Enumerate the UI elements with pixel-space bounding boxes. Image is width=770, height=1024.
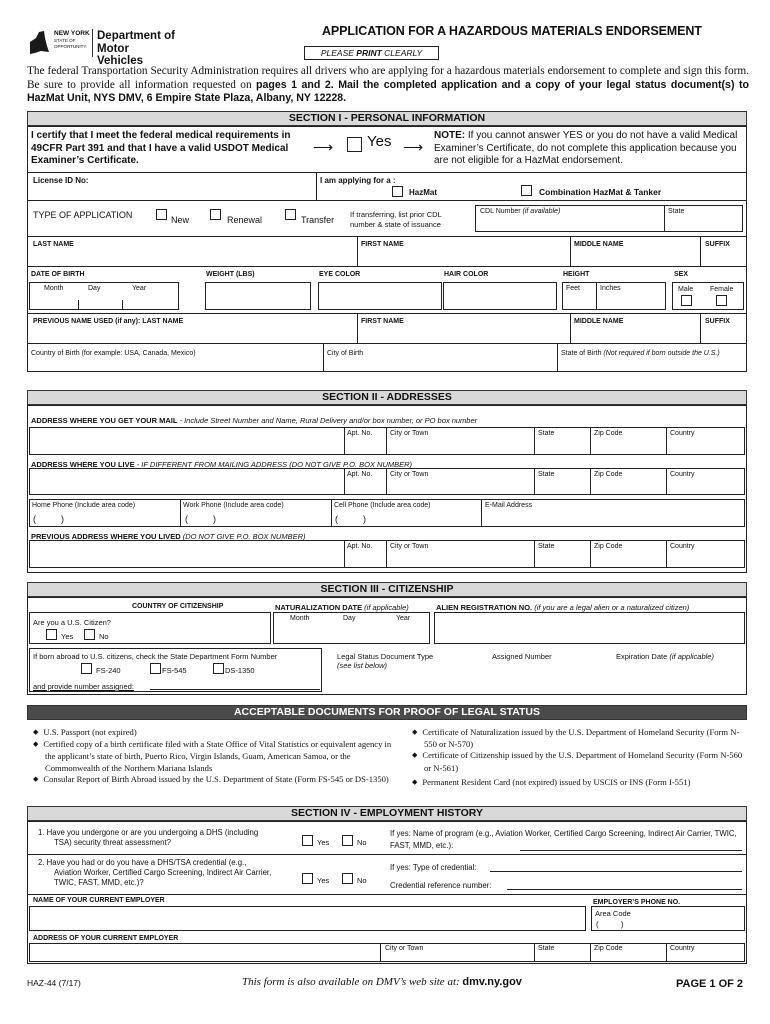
state-of-birth-text: State of Birth: [561, 350, 604, 357]
please-clearly-text: CLEARLY: [381, 48, 423, 58]
logo-state-name: NEW YORK: [54, 30, 90, 37]
intro-bold-text: pages 1 and 2. Mail the completed application and a copy of your legal status document(s) to HazMat Unit, NYS DMV, 6 Empire State Plaza, Albany, NY 12228.: [27, 78, 749, 104]
naturalization-date-label: [275, 603, 409, 612]
combination-label: Combination HazMat & Tanker: [539, 187, 662, 197]
note-body: If you cannot answer YES or you do not have a valid Medical Examiner’s Certificate, do not complete this application because you are not eligible for a HazMat endorsement.: [434, 130, 738, 166]
city-of-birth-label: City of Birth: [327, 350, 364, 357]
question-1: 1. Have you undergone or are you undergoing a DHS (including TSA) security threat assessment?: [38, 828, 259, 847]
divider: [344, 427, 345, 455]
mail-apt-label: Apt. No.: [347, 430, 373, 437]
divider: [27, 266, 747, 267]
divider: [590, 427, 591, 455]
alien-reg-text: ALIEN REGISTRATION NO.: [436, 603, 535, 612]
doc-item: ◆ Certificate of Naturalization issued by the U.S. Department of Homeland Security (Form N-550 or N-570): [412, 727, 746, 750]
logo-dept-line1: Department of: [97, 30, 175, 42]
divider: [590, 943, 591, 962]
footer-website-note: [242, 976, 522, 988]
logo-divider: [92, 29, 93, 57]
divider: [78, 300, 79, 310]
dob-label: DATE OF BIRTH: [31, 271, 85, 278]
divider: [534, 468, 535, 495]
form-number: HAZ-44 (7/17): [27, 978, 81, 988]
divider: [570, 313, 571, 343]
intro-paragraph: [27, 65, 749, 106]
transfer-checkbox[interactable]: [285, 209, 296, 220]
divider: [700, 313, 701, 343]
country-of-birth-label: Country of Birth (for example: USA, Canada, Mexico): [31, 350, 196, 357]
footer-site-link[interactable]: dmv.ny.gov: [462, 976, 522, 988]
born-abroad-label: If born abroad to U.S. citizens, check the State Department Form Number: [33, 652, 278, 661]
emp-state-label: State: [538, 945, 555, 952]
divider: [357, 236, 358, 266]
divider: [122, 300, 123, 310]
mail-city-label: City or Town: [390, 430, 429, 437]
nat-year-label: Year: [396, 615, 411, 622]
credential-type-line[interactable]: [490, 871, 742, 872]
emp-zip-label: Zip Code: [594, 945, 623, 952]
email-label: E-Mail Address: [485, 502, 533, 509]
renewal-label: Renewal: [227, 215, 263, 225]
prev-address-note: (DO NOT GIVE P.O. BOX NUMBER): [182, 532, 306, 541]
citizen-no-label: No: [99, 632, 109, 641]
divider: [570, 236, 571, 266]
area-code-label: Area Code: [595, 909, 631, 918]
naturalization-text: NATURALIZATION DATE: [275, 603, 365, 612]
area-code-paren: ( ): [596, 920, 624, 929]
fs240-label: FS-240: [96, 666, 121, 675]
divider: [666, 427, 667, 455]
work-phone-label: Work Phone (Include area code): [183, 502, 284, 509]
q2-yes-label: Yes: [317, 876, 330, 885]
mail-address-input[interactable]: [29, 427, 745, 455]
question-2: 2. Have you had or do you have a DHS/TSA credential (e.g., Aviation Worker, Certified Cargo Screening, Indirect Air Carrier, TWIC, FAST, MMD, etc.)?: [38, 858, 272, 887]
q1-no-checkbox[interactable]: [342, 835, 353, 846]
divider: [331, 499, 332, 527]
legal-status-doc-label: Legal Status Document Type: [337, 652, 434, 661]
prev-zip-label: Zip Code: [594, 543, 623, 550]
assigned-number-label: Assigned Number: [492, 652, 552, 661]
expiration-text: Expiration Date: [616, 652, 670, 661]
divider: [386, 468, 387, 495]
female-checkbox[interactable]: [716, 295, 727, 306]
page-number: PAGE 1 OF 2: [676, 978, 744, 990]
employer-name-label: NAME OF YOUR CURRENT EMPLOYER: [33, 897, 165, 904]
weight-label: WEIGHT (LBS): [206, 271, 255, 278]
home-phone-label: Home Phone (Include area code): [32, 502, 136, 509]
emp-country-label: Country: [670, 945, 695, 952]
q1-yes-checkbox[interactable]: [302, 835, 313, 846]
eye-color-input[interactable]: [318, 282, 442, 310]
divider: [344, 540, 345, 568]
divider: [380, 943, 381, 962]
expiration-note: (if applicable): [669, 652, 714, 661]
please-text: PLEASE: [320, 48, 357, 58]
credential-ref-label: Credential reference number:: [390, 881, 492, 890]
section1-header: SECTION I - PERSONAL INFORMATION: [27, 111, 747, 126]
prev-country-label: Country: [670, 543, 695, 550]
cell-phone-label: Cell Phone (Include area code): [334, 502, 431, 509]
nat-day-label: Day: [343, 615, 356, 622]
live-address-note: - IF DIFFERENT FROM MAILING ADDRESS (DO NOT GIVE P.O. BOX NUMBER): [134, 460, 413, 469]
credential-type-label: If yes: Type of credential:: [390, 863, 477, 872]
divider: [386, 427, 387, 455]
doc-item: ◆ Consular Report of Birth Abroad issued by the U.S. Department of State (Form FS-545 or DS-1350): [33, 774, 393, 786]
please-print-text: PRINT: [356, 48, 382, 58]
arrow-right-icon-2: ⟶: [403, 139, 424, 155]
employer-name-input[interactable]: [29, 906, 586, 931]
credential-ref-line[interactable]: [507, 889, 742, 890]
mail-zip-label: Zip Code: [594, 430, 623, 437]
prev-last-name-label: PREVIOUS NAME USED (if any): LAST NAME: [33, 318, 184, 325]
divider: [534, 540, 535, 568]
dob-month-label: Month: [44, 285, 64, 292]
renewal-checkbox[interactable]: [210, 209, 221, 220]
height-label: HEIGHT: [563, 271, 590, 278]
provide-number-label: and provide number assigned:: [33, 682, 134, 691]
alien-reg-note: (if you are a legal alien or a naturalized citizen): [534, 603, 690, 612]
logo-dept-line2: Motor Vehicles: [97, 43, 144, 67]
live-apt-label: Apt. No.: [347, 471, 373, 478]
mail-country-label: Country: [670, 430, 695, 437]
q1-yes-program-label: If yes: Name of program (e.g., Aviation Worker, Certified Cargo Screening, Indirect Air Carrier, TWIC, FAST, MMD, etc.):: [390, 829, 737, 850]
female-label: Female: [710, 286, 734, 293]
live-country-label: Country: [670, 471, 695, 478]
mail-address-label: [31, 416, 477, 425]
q2-yes-checkbox[interactable]: [302, 873, 313, 884]
intro-text: The federal Transportation Security Administration requires all drivers who are applying for a hazardous materials endorsement to complete and sign this form. Be sure to provide all information requested on: [27, 65, 749, 91]
divider: [534, 943, 535, 962]
divider: [666, 468, 667, 495]
license-id-label: License ID No:: [33, 176, 89, 185]
state-of-birth-note: (Not required if born outside the U.S.): [603, 350, 720, 357]
divider: [27, 343, 747, 344]
logo-state-sub2: OPPORTUNITY.: [54, 44, 88, 49]
hair-color-input[interactable]: [443, 282, 557, 310]
prev-middle-name-label: MIDDLE NAME: [574, 318, 624, 325]
see-list-label: (see list below): [337, 661, 388, 670]
divider: [590, 540, 591, 568]
q1-no-label: No: [357, 838, 367, 847]
dob-year-label: Year: [132, 285, 147, 292]
prev-state-label: State: [538, 543, 555, 550]
section4-header: SECTION IV - EMPLOYMENT HISTORY: [27, 806, 747, 821]
doc-item: ◆ U.S. Passport (not expired): [33, 727, 393, 739]
weight-input[interactable]: [205, 282, 311, 310]
fs240-checkbox[interactable]: [81, 663, 92, 674]
divider: [27, 313, 747, 314]
divider: [596, 282, 597, 310]
documents-left-list: [33, 727, 393, 786]
divider: [386, 540, 387, 568]
live-state-label: State: [538, 471, 555, 478]
alien-reg-input[interactable]: [434, 612, 745, 644]
divider: [344, 468, 345, 495]
ds1350-label: DS-1350: [225, 666, 255, 675]
divider: [316, 172, 317, 200]
suffix-label: SUFFIX: [705, 241, 730, 248]
ds1350-checkbox[interactable]: [213, 663, 224, 674]
alien-reg-label: [436, 603, 689, 612]
live-address-text: ADDRESS WHERE YOU LIVE: [31, 460, 135, 469]
medical-yes-checkbox[interactable]: [347, 137, 362, 152]
home-phone-input[interactable]: ( ): [33, 514, 64, 524]
cell-phone-input[interactable]: ( ): [335, 514, 366, 524]
hazmat-checkbox[interactable]: [392, 186, 403, 197]
combination-checkbox[interactable]: [521, 185, 532, 196]
type-of-application-label: TYPE OF APPLICATION: [33, 210, 133, 220]
naturalization-note: (if applicable): [364, 603, 409, 612]
q2-no-checkbox[interactable]: [342, 873, 353, 884]
q1-program-line[interactable]: [520, 850, 742, 851]
middle-name-label: MIDDLE NAME: [574, 241, 624, 248]
divider: [180, 499, 181, 527]
applying-for-label: I am applying for a :: [320, 176, 396, 185]
divider: [700, 236, 701, 266]
eye-color-label: EYE COLOR: [319, 271, 361, 278]
transfer-label: Transfer: [301, 215, 335, 225]
certify-statement: I certify that I meet the federal medical requirements in 49CFR Part 391 and that I have a valid USDOT Medical Examiner’s Certificate.: [31, 130, 291, 166]
doc-item: ◆ Certified copy of a birth certificate filed with a State Office of Vital Statistics or equivalent agency in the applicant’s state of birth, Puerto Rico, Virgin Islands, Guam, American Samoa, or the Commonwealth of the Northern Mariana Islands: [33, 739, 393, 774]
form-title: APPLICATION FOR A HAZARDOUS MATERIALS ENDORSEMENT: [322, 24, 702, 38]
divider: [590, 468, 591, 495]
employer-phone-label: EMPLOYER’S PHONE NO.: [593, 899, 681, 906]
prev-address-text: PREVIOUS ADDRESS WHERE YOU LIVED: [31, 532, 183, 541]
divider: [27, 854, 747, 855]
documents-header: ACCEPTABLE DOCUMENTS FOR PROOF OF LEGAL STATUS: [27, 705, 747, 720]
section3-header: SECTION III - CITIZENSHIP: [27, 582, 747, 597]
citizen-yes-checkbox[interactable]: [46, 629, 57, 640]
note-label: NOTE:: [434, 130, 466, 141]
sex-label: SEX: [674, 271, 689, 278]
prev-city-label: City or Town: [390, 543, 429, 550]
q1-yes-label: Yes: [317, 838, 330, 847]
emp-city-label: City or Town: [385, 945, 424, 952]
documents-right-list: [412, 727, 746, 789]
divider: [27, 172, 747, 173]
live-zip-label: Zip Code: [594, 471, 623, 478]
male-label: Male: [678, 286, 694, 293]
prev-apt-label: Apt. No.: [347, 543, 373, 550]
prev-address-input[interactable]: [29, 540, 745, 568]
country-of-citizenship-label: COUNTRY OF CITIZENSHIP: [132, 603, 224, 610]
if-transferring-label: If transferring, list prior CDL number & state of issuance: [350, 210, 442, 229]
please-print-banner: [304, 46, 439, 60]
hazmat-label: HazMat: [409, 188, 438, 197]
q2-no-label: No: [357, 876, 367, 885]
citizen-no-checkbox[interactable]: [84, 629, 95, 640]
expiration-date-label: [616, 652, 714, 661]
height-feet-label: Feet: [566, 285, 581, 292]
divider: [534, 427, 535, 455]
doc-item: ◆ Permanent Resident Card (not expired) issued by USCIS or INS (Form I-551): [412, 777, 746, 789]
medical-yes-label: Yes: [367, 133, 392, 150]
fs545-label: FS-545: [162, 666, 187, 675]
note-text: [434, 130, 744, 168]
divider: [323, 343, 324, 372]
cdl-if-available: (if available): [522, 208, 561, 215]
nat-month-label: Month: [290, 615, 310, 622]
new-york-state-map-icon: [27, 30, 51, 56]
citizen-yes-label: Yes: [61, 632, 74, 641]
divider: [27, 236, 747, 237]
divider: [27, 200, 747, 201]
us-citizen-question: Are you a U.S. Citizen?: [33, 618, 111, 627]
divider: [666, 540, 667, 568]
prev-first-name-label: FIRST NAME: [361, 318, 404, 325]
arrow-right-icon: ⟶: [313, 139, 334, 155]
cdl-number-label: [480, 208, 560, 215]
divider: [481, 499, 482, 527]
employer-address-label: ADDRESS OF YOUR CURRENT EMPLOYER: [33, 935, 179, 942]
provide-number-line[interactable]: [150, 689, 320, 690]
cdl-number-text: CDL Number: [480, 208, 523, 215]
divider: [27, 894, 747, 895]
divider: [557, 343, 558, 372]
divider: [666, 943, 667, 962]
mail-state-label: State: [538, 430, 555, 437]
prev-suffix-label: SUFFIX: [705, 318, 730, 325]
dob-day-label: Day: [88, 285, 101, 292]
footer-available-text: This form is also available on DMV’s web site at:: [242, 976, 463, 988]
divider: [357, 313, 358, 343]
divider: [664, 205, 665, 232]
fs545-checkbox[interactable]: [150, 663, 161, 674]
live-city-label: City or Town: [390, 471, 429, 478]
mail-address-note: - Include Street Number and Name, Rural Delivery and/or box number, or PO box number: [177, 416, 478, 425]
last-name-label: LAST NAME: [33, 241, 74, 248]
new-checkbox[interactable]: [156, 209, 167, 220]
section2-header: SECTION II - ADDRESSES: [27, 390, 747, 405]
hair-color-label: HAIR COLOR: [444, 271, 489, 278]
logo-state-sub: STATE OF: [54, 38, 76, 43]
new-label: New: [171, 215, 190, 225]
height-inches-label: Inches: [600, 285, 621, 292]
nys-logo: [27, 28, 177, 67]
cdl-state-label: State: [668, 208, 685, 215]
live-address-input[interactable]: [29, 468, 745, 495]
mail-address-text: ADDRESS WHERE YOU GET YOUR MAIL: [31, 416, 178, 425]
state-of-birth-label: [561, 350, 720, 357]
first-name-label: FIRST NAME: [361, 241, 404, 248]
doc-item: ◆ Certificate of Citizenship issued by the U.S. Department of Homeland Security (Form N-560 or N-561): [412, 750, 746, 773]
work-phone-input[interactable]: ( ): [185, 514, 216, 524]
male-checkbox[interactable]: [681, 295, 692, 306]
